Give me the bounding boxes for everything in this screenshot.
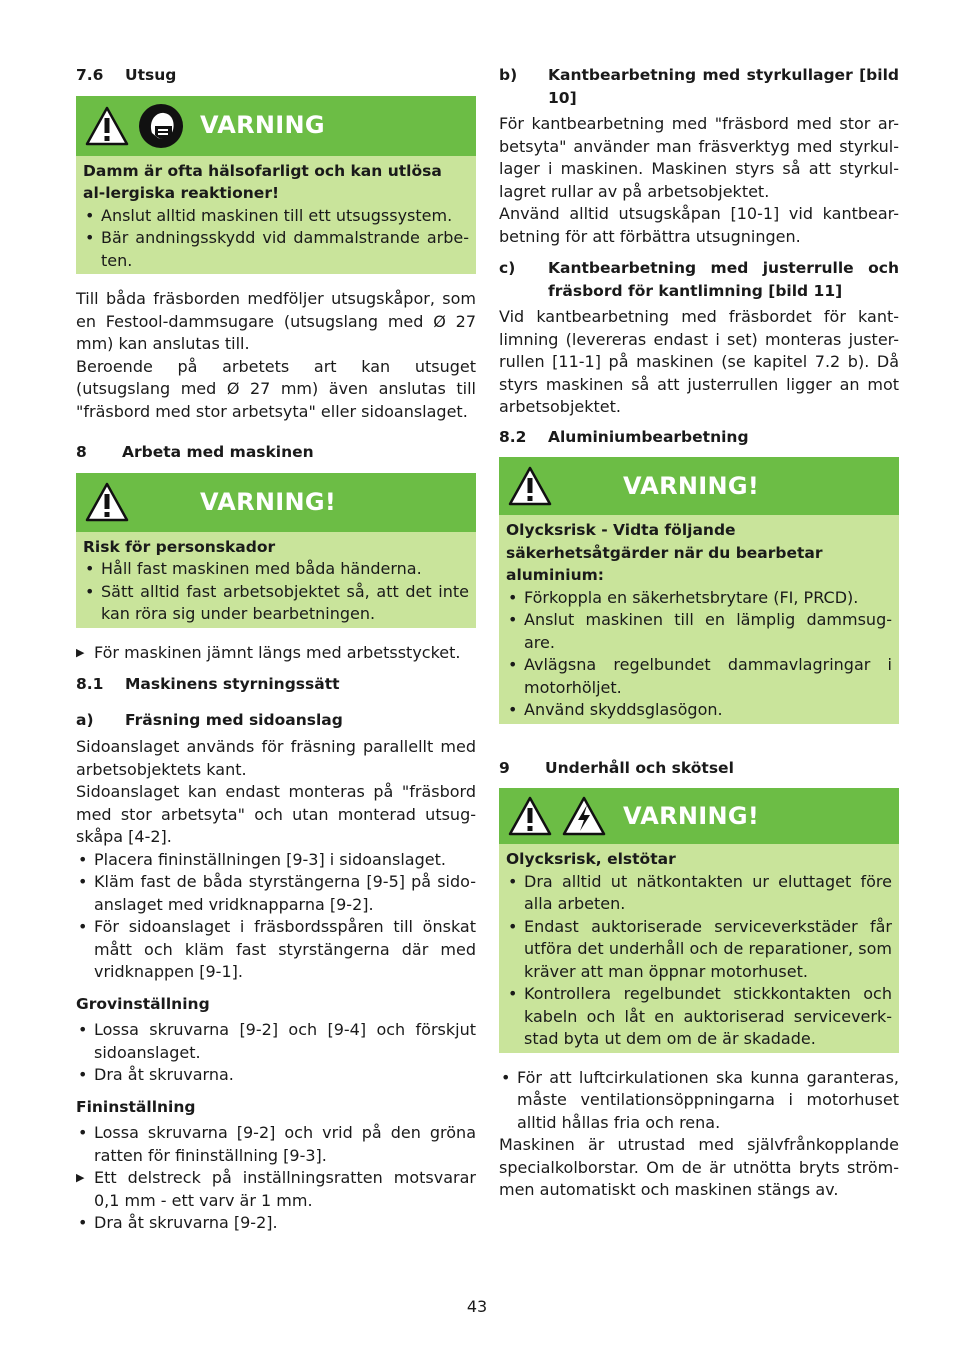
warning-triangle-icon [84,481,130,523]
warning-body [499,515,899,724]
bullet-list [76,1122,476,1235]
list-item: • Kontrollera regelbundet stickkontakten och kabeln och låt en auktoriserad serviceverk-stad byta ut dem om de är skadade. [506,983,892,1051]
warning-box-injury [76,473,476,628]
warning-box-aluminium [499,457,899,724]
section-8-2-heading: 8.2 Aluminiumbearbetning [499,427,749,446]
instruction-list [76,642,476,665]
bullet-list [76,1019,476,1087]
list-item: • Avlägsna regelbundet dammavlagringar i motorhöljet. [506,654,892,699]
section-b-heading: b) Kantbearbetning med styrkullager [bild 10] [499,66,899,107]
section-9-heading: 9 Underhåll och skötsel [499,758,734,777]
list-item: • Bär andningsskydd vid dammalstrande arbe-ten. [83,227,469,272]
section-7-6-heading: 7.6 Utsug [76,66,177,84]
warning-header [76,473,476,532]
electric-hazard-icon [561,795,607,837]
list-item: • Förkoppla en säkerhetsbrytare (FI, PRCD). [506,587,892,610]
warning-lead: Risk för personskador [83,537,276,556]
section-c-heading: c) Kantbearbetning med justerrulle och fräsbord för kantlimning [bild 11] [499,259,899,300]
list-item: • Dra åt skruvarna. [76,1064,476,1087]
coarse-adjustment-heading: Grovinställning [76,994,210,1013]
warning-lead: Olycksrisk - Vidta följande säkerhetsåtgärder när du bearbetar aluminium: [506,521,823,584]
warning-lead: Olycksrisk, elstötar [506,850,676,868]
paragraph: För kantbearbetning med "fräsbord med stor ar-betsyta" använder man fräsverktyg med styrkul-lager i maskinen. Maskinen styrs så att styrkul-lagret rullar av på arbetsobjektet. [499,114,899,201]
warning-list [83,558,469,626]
list-item: • Lossa skruvarna [9-2] och [9-4] och förskjut sidoanslaget. [76,1019,476,1064]
list-item: • Placera fininställningen [9-3] i sidoanslaget. [76,849,476,872]
list-item: • Dra alltid ut nätkontakten ur eluttaget före alla arbeten. [506,871,892,916]
list-item: • För att luftcirkulationen ska kunna garanteras, måste ventilationsöppningarna i motorhuset alltid hållas fria och rena. [499,1067,899,1135]
right-column [499,60,899,1202]
warning-list [506,587,892,722]
list-item: • Lossa skruvarna [9-2] och vrid på den gröna ratten för fininställning [9-3]. [76,1122,476,1167]
warning-triangle-icon [84,105,130,147]
section-8-1-heading: 8.1 Maskinens styrningssätt [76,675,340,693]
warning-title: VARNING! [200,487,337,516]
warning-list [506,871,892,1051]
warning-list [83,205,469,273]
bullet-list [76,849,476,984]
respirator-mask-icon [138,103,184,149]
warning-lead: Damm är ofta hälsofarligt och kan utlösa al-lergiska reaktioner! [83,161,442,202]
list-item: ▶ Ett delstreck på inställningsratten motsvarar 0,1 mm - ett varv är 1 mm. [76,1167,476,1212]
paragraph: Vid kantbearbetning med fräsbordet för kant-limning (levereras endast i set) monteras juster-rullen [11-1] på maskinen (se kapitel 7.2 b). Då styrs maskinen så att justerrullen ligger an mot arbetsobjektet. [499,307,899,416]
paragraph: Använd alltid utsugskåpan [10-1] vid kantbear-betning för att förbättra utsugningen. [499,204,899,246]
warning-body [499,844,899,1053]
warning-triangle-icon [507,795,553,837]
warning-title: VARNING! [623,801,760,830]
list-item: • Dra åt skruvarna [9-2]. [76,1212,476,1235]
list-item: • Kläm fast de båda styrstängerna [9-5] på sido-anslaget med vridknapparna [9-2]. [76,871,476,916]
left-column [76,60,476,1235]
section-8-heading: 8 Arbeta med maskinen [76,443,314,461]
fine-adjustment-heading: Fininställning [76,1097,196,1116]
paragraph: Sidoanslaget kan endast monteras på "fräsbord med stor arbetsyta" och utan monterad utsug-skåpa [4-2]. [76,782,476,846]
warning-header [499,457,899,515]
list-item: • Anslut maskinen till en lämplig dammsug-are. [506,609,892,654]
warning-title: VARNING! [623,471,760,500]
list-item: • Anslut alltid maskinen till ett utsugssystem. [83,205,469,228]
list-item: • Endast auktoriserade serviceverkstäder får utföra det underhåll och de reparationer, som kräver att man öppnar motorhuset. [506,916,892,984]
list-item: • För sidoanslaget i fräsbordsspåren till önskat mått och kläm fast styrstängerna där med vridknappen [9-1]. [76,916,476,984]
list-item: • Sätt alltid fast arbetsobjektet så, att det inte kan röra sig under bearbetningen. [83,581,469,626]
warning-title: VARNING [200,111,325,140]
list-item: • Använd skyddsglasögon. [506,699,892,722]
section-a-heading: a) Fräsning med sidoanslag [76,710,343,729]
list-item: • Håll fast maskinen med båda händerna. [83,558,469,581]
warning-box-dust [76,96,476,275]
page-number: 43 [466,1297,488,1316]
list-item: ▶ För maskinen jämnt längs med arbetsstycket. [76,642,476,665]
warning-header [499,788,899,844]
warning-body [76,532,476,628]
paragraph: Sidoanslaget används för fräsning parallellt med arbetsobjektets kant. [76,737,476,779]
warning-triangle-icon [507,465,553,507]
warning-box-electric-shock [499,788,899,1053]
warning-header [76,96,476,156]
warning-body [76,156,476,275]
paragraph: Beroende på arbetets art kan utsuget (utsugslang med Ø 27 mm) även anslutas till "fräsbord med stor arbetsyta" eller sidoanslaget. [76,356,476,421]
bullet-list [499,1067,899,1135]
paragraph: Till båda fräsborden medföljer utsugskåpor, som en Festool-dammsugare (utsugslang med Ø 27 mm) kan anslutas till. [76,289,476,353]
paragraph: Maskinen är utrustad med självfrånkopplande specialkolborstar. Om de är utnötta bryts ström-men automatiskt och maskinen stängs av. [499,1135,899,1199]
